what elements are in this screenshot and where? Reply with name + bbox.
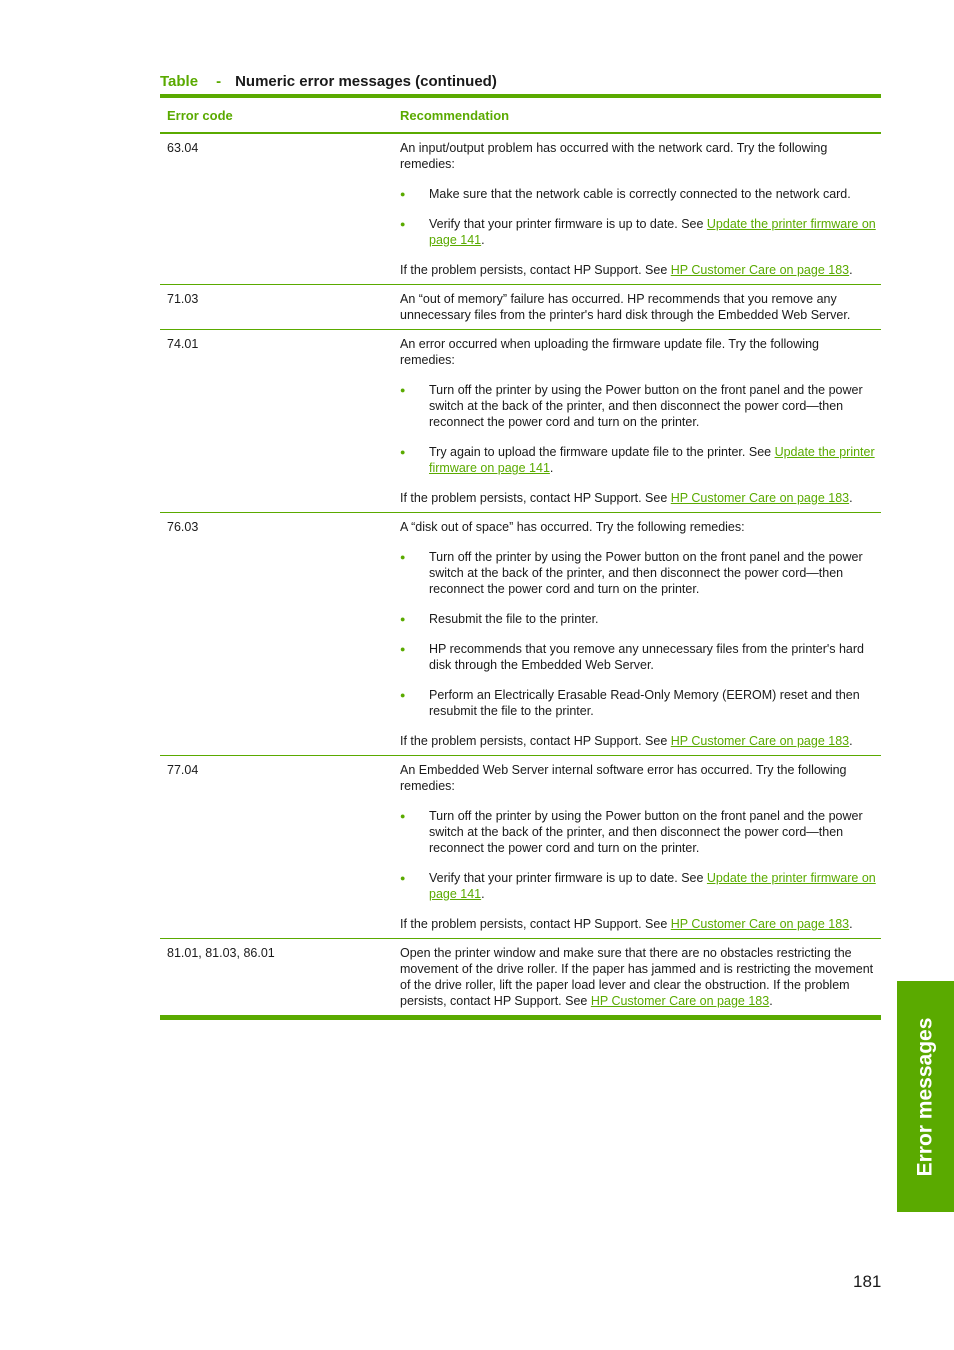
caption-label: Table [160,73,199,90]
intro-span: An error occurred when uploading the firmware update file. Try the following remedies: [400,337,819,367]
header-recommendation: Recommendation [400,107,510,123]
list-item [400,444,877,476]
table-row [160,939,881,1015]
list-item [400,382,877,430]
intro-after: . [769,994,773,1008]
outro-span: If the problem persists, contact HP Support. See [400,263,671,277]
remedy-list [400,549,877,719]
remedy-text: Resubmit the file to the printer. [429,612,599,626]
error-code: 74.01 [167,337,199,351]
hp-customer-care-link[interactable]: HP Customer Care on page 183 [670,491,850,505]
table-bottom-rule [160,1015,881,1020]
remedy-list [400,808,877,902]
intro-span: An Embedded Web Server internal software error has occurred. Try the following remedies: [400,763,847,793]
intro-span: An “out of memory” failure has occurred. HP recommends that you remove any unnecessary files from the printer's hard disk through the Embedded Web Server. [400,292,851,322]
error-code: 63.04 [167,141,199,155]
intro-text [400,291,877,323]
caption-title: Numeric error messages (continued) [235,73,497,90]
update-firmware-link[interactable]: Update the printer firmware on page 141 [429,871,876,901]
error-code: 71.03 [167,292,199,306]
table-row [160,330,881,513]
page-number: 181 [853,1272,882,1291]
chapter-side-tab [897,981,954,1212]
remedy-text: Make sure that the network cable is correctly connected to the network card. [429,187,851,201]
update-firmware-link[interactable]: Update the printer firmware on page 141 [429,445,875,475]
header-error-code: Error code [167,107,233,123]
outro-after: . [849,491,853,505]
side-tab-label: Error messages [913,1017,937,1176]
outro-span: If the problem persists, contact HP Support. See [400,734,671,748]
table-row [160,756,881,939]
error-code: 81.01, 81.03, 86.01 [167,946,275,960]
outro-span: If the problem persists, contact HP Support. See [400,917,671,931]
recommendation [400,762,881,932]
intro-text [400,336,877,368]
table-caption [160,73,497,90]
remedy-text: Turn off the printer by using the Power button on the front panel and the power switch at the back of the printer, and then disconnect the power cord—then reconnect the power cord and turn on the printer. [429,550,863,596]
error-table [160,94,881,1020]
recommendation [400,291,881,323]
hp-customer-care-link[interactable]: HP Customer Care on page 183 [590,994,770,1008]
remedy-text: Verify that your printer firmware is up to date. See [429,217,707,231]
hp-customer-care-link[interactable]: HP Customer Care on page 183 [670,917,850,931]
outro-text [400,490,877,506]
remedy-text: Try again to upload the firmware update file to the printer. See [429,445,775,459]
intro-text [400,762,877,794]
recommendation [400,140,881,278]
outro-after: . [849,263,853,277]
remedy-text: Turn off the printer by using the Power button on the front panel and the power switch at the back of the printer, and then disconnect the power cord—then reconnect the power cord and turn on the printer. [429,383,863,429]
outro-after: . [849,734,853,748]
list-item [400,870,877,902]
list-item [400,611,877,627]
intro-text [400,140,877,172]
hp-customer-care-link[interactable]: HP Customer Care on page 183 [670,263,850,277]
remedy-list [400,382,877,476]
update-firmware-link[interactable]: Update the printer firmware on page 141 [429,217,876,247]
intro-text [400,945,877,1009]
recommendation [400,945,881,1009]
outro-text [400,733,877,749]
recommendation [400,336,881,506]
caption-dash: - [216,73,222,90]
remedy-after: . [481,233,485,247]
outro-text [400,916,877,932]
remedy-text: Perform an Electrically Erasable Read-Only Memory (EEROM) reset and then resubmit the file to the printer. [429,688,860,718]
list-item [400,216,877,248]
remedy-text: Verify that your printer firmware is up to date. See [429,871,707,885]
intro-span: Open the printer window and make sure that there are no obstacles restricting the movement of the drive roller. If the paper has jammed and is restricting the movement of the drive roller, lift the paper load lever and clear the obstruction. If the problem persists, contact HP Support. See [400,946,874,1008]
outro-text [400,262,877,278]
error-code: 76.03 [167,520,199,534]
list-item [400,641,877,673]
table-row [160,285,881,330]
error-code: 77.04 [167,763,199,777]
hp-customer-care-link[interactable]: HP Customer Care on page 183 [670,734,850,748]
remedy-after: . [481,887,485,901]
table-body [160,134,881,1015]
list-item [400,808,877,856]
remedy-after: . [549,461,554,475]
intro-span: A “disk out of space” has occurred. Try the following remedies: [400,520,745,534]
recommendation [400,519,881,749]
remedy-text: HP recommends that you remove any unnecessary files from the printer's hard disk through the Embedded Web Server. [429,642,864,672]
remedy-text: Turn off the printer by using the Power button on the front panel and the power switch at the back of the printer, and then disconnect the power cord—then reconnect the power cord and turn on the printer. [429,809,863,855]
table-row [160,513,881,756]
outro-span: If the problem persists, contact HP Support. See [400,491,671,505]
intro-text [400,519,877,535]
intro-span: An input/output problem has occurred with the network card. Try the following remedies: [400,141,828,171]
remedy-list [400,186,877,248]
list-item [400,687,877,719]
table-header [160,98,881,134]
table-row [160,134,881,285]
list-item [400,186,877,202]
outro-after: . [849,917,853,931]
list-item [400,549,877,597]
